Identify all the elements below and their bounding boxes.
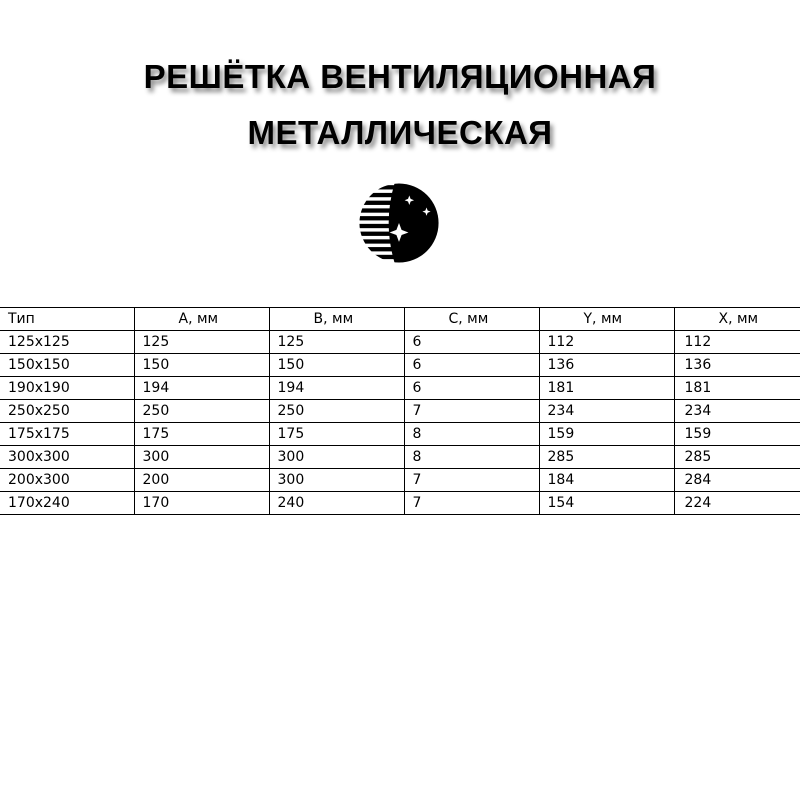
cell-a: 200 bbox=[134, 469, 269, 492]
header-x: X, мм bbox=[674, 308, 800, 331]
cell-type: 250x250 bbox=[0, 400, 134, 423]
cell-x: 136 bbox=[674, 354, 800, 377]
cell-type: 170x240 bbox=[0, 492, 134, 515]
table-row bbox=[0, 400, 800, 423]
table-row bbox=[0, 469, 800, 492]
table-row bbox=[0, 377, 800, 400]
cell-a: 150 bbox=[134, 354, 269, 377]
cell-type: 300x300 bbox=[0, 446, 134, 469]
cell-x: 284 bbox=[674, 469, 800, 492]
striped-globe-sparkle-icon bbox=[356, 180, 442, 266]
cell-x: 159 bbox=[674, 423, 800, 446]
cell-y: 184 bbox=[539, 469, 674, 492]
cell-a: 175 bbox=[134, 423, 269, 446]
cell-b: 150 bbox=[269, 354, 404, 377]
cell-type: 150x150 bbox=[0, 354, 134, 377]
table-header-row bbox=[0, 308, 800, 331]
cell-b: 250 bbox=[269, 400, 404, 423]
cell-c: 6 bbox=[404, 331, 539, 354]
cell-x: 112 bbox=[674, 331, 800, 354]
cell-x: 234 bbox=[674, 400, 800, 423]
cell-c: 6 bbox=[404, 354, 539, 377]
cell-b: 194 bbox=[269, 377, 404, 400]
cell-type: 200x300 bbox=[0, 469, 134, 492]
spec-table bbox=[0, 307, 800, 515]
cell-x: 285 bbox=[674, 446, 800, 469]
header-c: C, мм bbox=[404, 308, 539, 331]
cell-c: 8 bbox=[404, 446, 539, 469]
table-row bbox=[0, 446, 800, 469]
cell-y: 285 bbox=[539, 446, 674, 469]
cell-type: 175x175 bbox=[0, 423, 134, 446]
cell-b: 240 bbox=[269, 492, 404, 515]
cell-y: 154 bbox=[539, 492, 674, 515]
cell-b: 175 bbox=[269, 423, 404, 446]
cell-c: 8 bbox=[404, 423, 539, 446]
header-a: A, мм bbox=[134, 308, 269, 331]
table-row bbox=[0, 331, 800, 354]
cell-type: 190x190 bbox=[0, 377, 134, 400]
table-row bbox=[0, 423, 800, 446]
page-title-line-2: МЕТАЛЛИЧЕСКАЯ bbox=[247, 114, 553, 151]
cell-b: 125 bbox=[269, 331, 404, 354]
header-y: Y, мм bbox=[539, 308, 674, 331]
cell-b: 300 bbox=[269, 469, 404, 492]
cell-c: 7 bbox=[404, 492, 539, 515]
cell-x: 224 bbox=[674, 492, 800, 515]
cell-x: 181 bbox=[674, 377, 800, 400]
cell-c: 7 bbox=[404, 469, 539, 492]
cell-y: 112 bbox=[539, 331, 674, 354]
cell-a: 125 bbox=[134, 331, 269, 354]
cell-y: 181 bbox=[539, 377, 674, 400]
cell-c: 6 bbox=[404, 377, 539, 400]
header-type: Тип bbox=[0, 308, 134, 331]
cell-c: 7 bbox=[404, 400, 539, 423]
table-row bbox=[0, 354, 800, 377]
cell-a: 250 bbox=[134, 400, 269, 423]
cell-a: 300 bbox=[134, 446, 269, 469]
cell-a: 170 bbox=[134, 492, 269, 515]
cell-y: 136 bbox=[539, 354, 674, 377]
table-row bbox=[0, 492, 800, 515]
cell-y: 159 bbox=[539, 423, 674, 446]
cell-y: 234 bbox=[539, 400, 674, 423]
cell-b: 300 bbox=[269, 446, 404, 469]
page-title-line-1: РЕШЁТКА ВЕНТИЛЯЦИОННАЯ bbox=[143, 58, 657, 95]
cell-type: 125x125 bbox=[0, 331, 134, 354]
cell-a: 194 bbox=[134, 377, 269, 400]
header-b: B, мм bbox=[269, 308, 404, 331]
